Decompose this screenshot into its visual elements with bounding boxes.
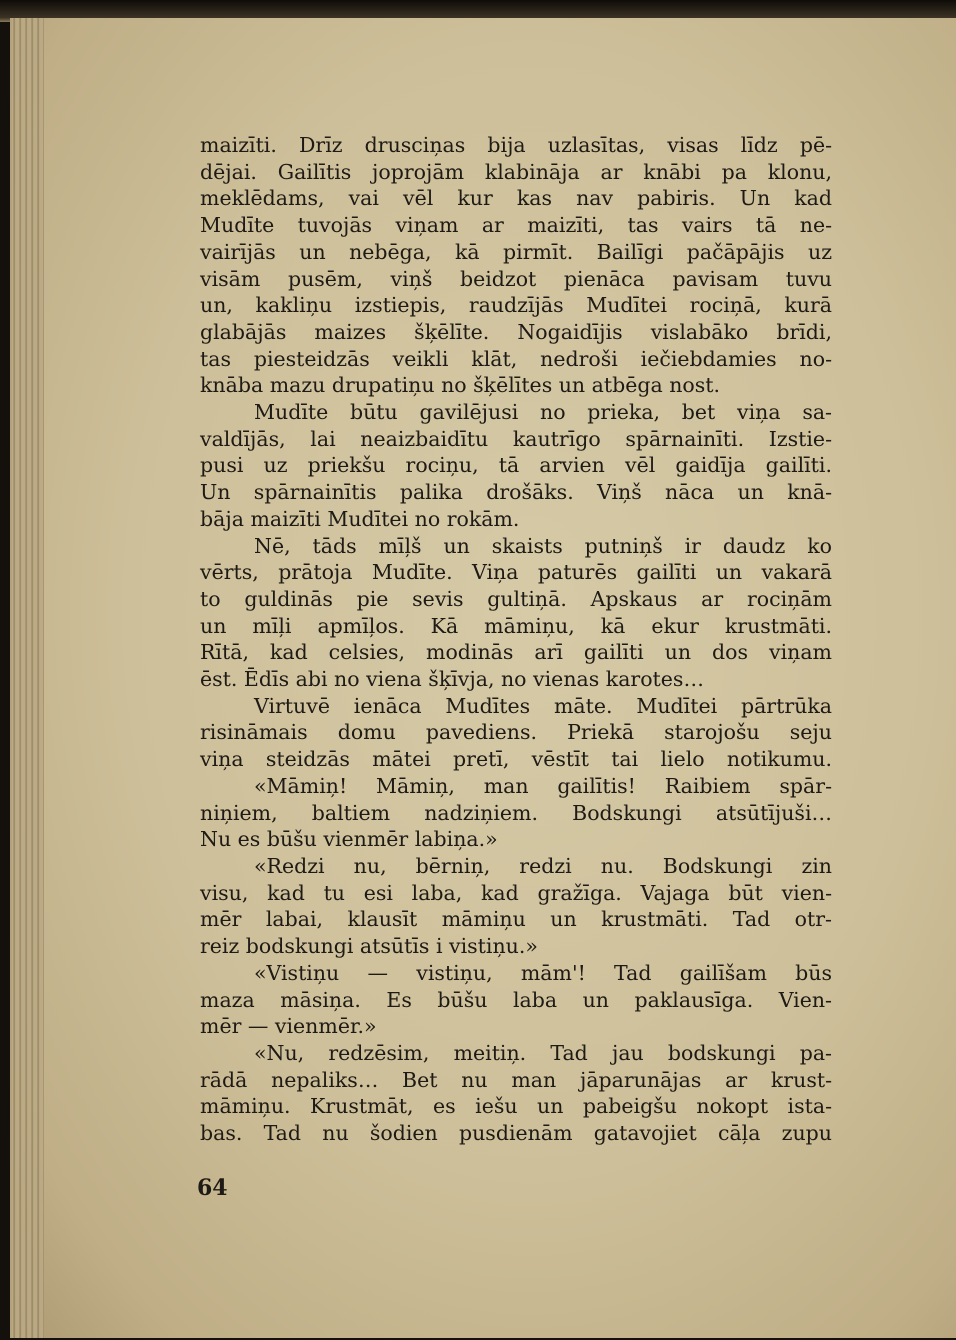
text-line: maza māsiņa. Es būšu laba un paklausīga. Vien- — [200, 987, 832, 1012]
text-line: pusi uz priekšu rociņu, tā arvien vēl gaidīja gailīti. — [200, 453, 832, 478]
text-line: visām pusēm, viņš beidzot pienāca pavisam tuvu — [200, 266, 832, 291]
text-line: mēr labai, klausīt māmiņu un krustmāti. Tad otr- — [200, 907, 832, 932]
text-line: knāba mazu drupatiņu no šķēlītes un atbēga nost. — [200, 373, 721, 398]
text-line: vērts, prātoja Mudīte. Viņa paturēs gailīti un vakarā — [200, 560, 832, 585]
text-line: «Vistiņu — vistiņu, mām'! Tad gailīšam būs — [254, 960, 832, 985]
text-line: Mudīte tuvojās viņam ar maizīti, tas vairs tā ne- — [200, 213, 832, 238]
text-line: viņa steidzās mātei pretī, vēstīt tai lielo notikumu. — [200, 747, 832, 772]
page-gutter — [10, 18, 44, 1338]
text-line: to guldinās pie sevis gultiņā. Apskaus ar rociņām — [200, 586, 832, 611]
text-line: māmiņu. Krustmāt, es iešu un pabeigšu nokopt ista- — [200, 1094, 832, 1119]
text-line: meklēdams, vai vēl kur kas nav pabiris. Un kad — [200, 186, 832, 211]
text-line: Nu es būšu vienmēr labiņa.» — [200, 827, 498, 852]
text-line: «Redzi nu, bērniņ, redzi nu. Bodskungi zin — [254, 853, 832, 878]
text-line: ēst. Ēdīs abi no viena šķīvja, no vienas karotes… — [200, 667, 704, 692]
text-line: Un spārnainītis palika drošāks. Viņš nāca un knā- — [200, 480, 832, 505]
text-line: Nē, tāds mīļš un skaists putniņš ir daudz ko — [254, 533, 832, 558]
text-line: rādā nepaliks… Bet nu man jāparunājas ar krust- — [200, 1067, 832, 1092]
text-line: un mīļi apmīļos. Kā māmiņu, kā ekur krustmāti. — [200, 613, 832, 638]
body-text — [200, 132, 832, 1147]
text-line: dējai. Gailītis joprojām klabināja ar knābi pa klonu, — [200, 159, 832, 184]
page-number: 64 — [197, 1175, 228, 1201]
text-line: tas piesteidzās veikli klāt, nedroši iečiebdamies no- — [200, 346, 832, 371]
text-line: Virtuvē ienāca Mudītes māte. Mudītei pārtrūka — [254, 693, 832, 718]
text-line: maizīti. Drīz drusciņas bija uzlasītas, visas līdz pē- — [200, 133, 832, 157]
text-line: valdījās, lai neaizbaidītu kautrīgo spārnainīti. Izstie- — [200, 426, 832, 451]
text-line: Mudīte būtu gavilējusi no prieka, bet viņa sa- — [254, 400, 832, 425]
text-line: Rītā, kad celsies, modinās arī gailīti un dos viņam — [200, 640, 832, 665]
text-line: risināmais domu pavediens. Priekā starojošu seju — [200, 720, 832, 745]
text-line: reiz bodskungi atsūtīs i vistiņu.» — [200, 934, 538, 959]
text-line: «Māmiņ! Māmiņ, man gailītis! Raibiem spār- — [254, 773, 832, 798]
text-line: un, kakliņu izstiepis, raudzījās Mudītei rociņā, kurā — [200, 293, 832, 318]
text-line: «Nu, redzēsim, meitiņ. Tad jau bodskungi pa- — [254, 1040, 832, 1065]
text-line: bāja maizīti Mudītei no rokām. — [200, 506, 520, 531]
text-line: visu, kad tu esi laba, kad gražīga. Vajaga būt vien- — [200, 880, 832, 905]
text-line: mēr — vienmēr.» — [200, 1014, 377, 1039]
text-line: glabājās maizes šķēlīte. Nogaidījis vislabāko brīdi, — [200, 319, 832, 344]
text-line: vairījās un nebēga, kā pirmīt. Bailīgi pačāpājis uz — [200, 239, 832, 264]
text-line: bas. Tad nu šodien pusdienām gatavojiet cāļa zupu — [200, 1121, 832, 1146]
text-line: niņiem, baltiem nadziņiem. Bodskungi atsūtījuši… — [200, 800, 832, 825]
